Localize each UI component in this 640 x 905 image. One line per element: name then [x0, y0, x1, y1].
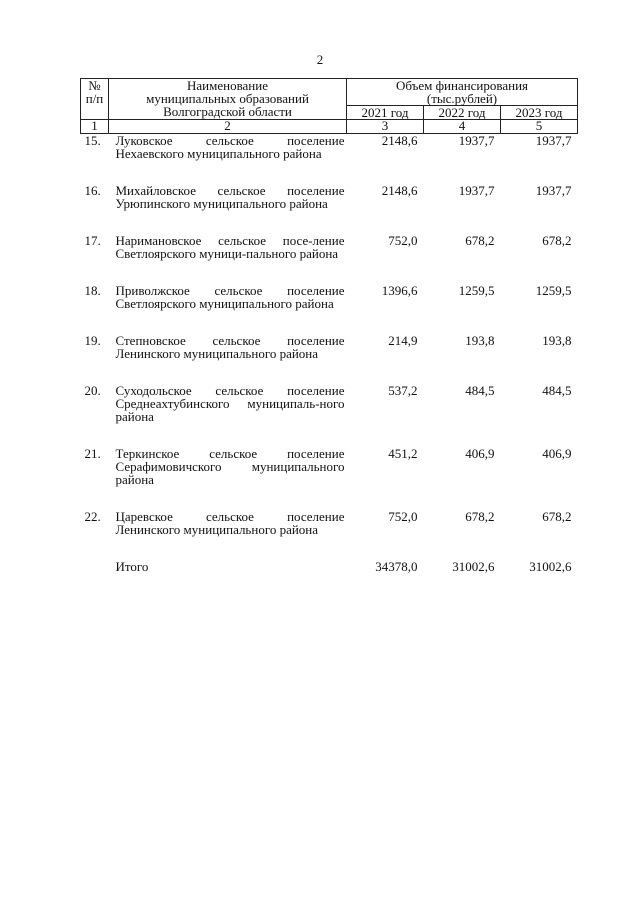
municipality-name: Приволжское сельское поселение Светлоярского муниципального района — [115, 283, 345, 311]
header-year-2023: 2023 год — [501, 106, 578, 120]
municipality-name: Теркинское сельское поселение Серафимовичского муниципального района — [115, 446, 345, 487]
table-row — [81, 334, 578, 360]
municipality-name: Луковское сельское поселение Нехаевского муниципального района — [115, 133, 345, 161]
value-2023: 1937,7 — [535, 133, 572, 148]
value-2022: 1937,7 — [458, 183, 495, 198]
row-number: 15. — [84, 133, 101, 148]
table-row — [81, 184, 578, 210]
table-row — [81, 134, 578, 161]
value-2021: 451,2 — [388, 446, 418, 461]
table-row — [81, 234, 578, 260]
total-2023: 31002,6 — [529, 559, 572, 574]
row-number: 18. — [84, 283, 101, 298]
total-2021: 34378,0 — [375, 559, 418, 574]
value-2023: 406,9 — [542, 446, 572, 461]
header-number: № п/п — [81, 79, 109, 120]
municipality-name: Царевское сельское поселение Ленинского муниципального района — [115, 509, 345, 537]
table-row — [81, 510, 578, 536]
row-number: 22. — [84, 509, 101, 524]
municipality-name: Михайловское сельское поселение Урюпинского муниципального района — [115, 183, 345, 211]
municipality-name: Суходольское сельское поселение Среднеахтубинского муниципаль-ного района — [115, 383, 345, 424]
value-2023: 1259,5 — [535, 283, 572, 298]
value-2022: 193,8 — [465, 333, 495, 348]
total-2022: 31002,6 — [452, 559, 495, 574]
column-number: 4 — [424, 120, 501, 134]
value-2021: 537,2 — [388, 383, 418, 398]
column-number: 5 — [501, 120, 578, 134]
municipality-name: Степновское сельское поселение Ленинского муниципального района — [115, 333, 345, 361]
value-2022: 678,2 — [465, 233, 495, 248]
column-number: 3 — [347, 120, 424, 134]
table-row — [81, 384, 578, 423]
table-row — [81, 284, 578, 310]
header-municipality-name: Наименование муниципальных образований Волгоградской области — [109, 79, 347, 120]
value-2021: 752,0 — [388, 233, 418, 248]
column-number: 2 — [109, 120, 347, 134]
funding-table — [80, 78, 578, 573]
header-year-2022: 2022 год — [424, 106, 501, 120]
value-2021: 2148,6 — [381, 183, 418, 198]
column-number-row — [81, 120, 578, 134]
value-2023: 1937,7 — [535, 183, 572, 198]
value-2022: 678,2 — [465, 509, 495, 524]
value-2021: 1396,6 — [381, 283, 418, 298]
table-row — [81, 447, 578, 486]
value-2023: 484,5 — [542, 383, 572, 398]
value-2022: 1937,7 — [458, 133, 495, 148]
value-2021: 752,0 — [388, 509, 418, 524]
value-2022: 406,9 — [465, 446, 495, 461]
value-2021: 214,9 — [388, 333, 418, 348]
column-number: 1 — [81, 120, 109, 134]
total-row — [81, 560, 578, 573]
value-2023: 678,2 — [542, 233, 572, 248]
value-2022: 1259,5 — [458, 283, 495, 298]
row-number: 16. — [84, 183, 101, 198]
total-label: Итого — [115, 559, 149, 574]
value-2023: 678,2 — [542, 509, 572, 524]
value-2022: 484,5 — [465, 383, 495, 398]
row-number: 21. — [84, 446, 101, 461]
municipality-name: Наримановское сельское посе-ление Светлоярского муници-пального района — [115, 233, 345, 261]
page-number: 2 — [316, 52, 324, 67]
row-number: 19. — [84, 333, 101, 348]
header-funding-volume: Объем финансирования (тыс.рублей) — [347, 79, 578, 106]
header-year-2021: 2021 год — [347, 106, 424, 120]
row-number: 20. — [84, 383, 101, 398]
value-2021: 2148,6 — [381, 133, 418, 148]
value-2023: 193,8 — [542, 333, 572, 348]
row-number: 17. — [84, 233, 101, 248]
